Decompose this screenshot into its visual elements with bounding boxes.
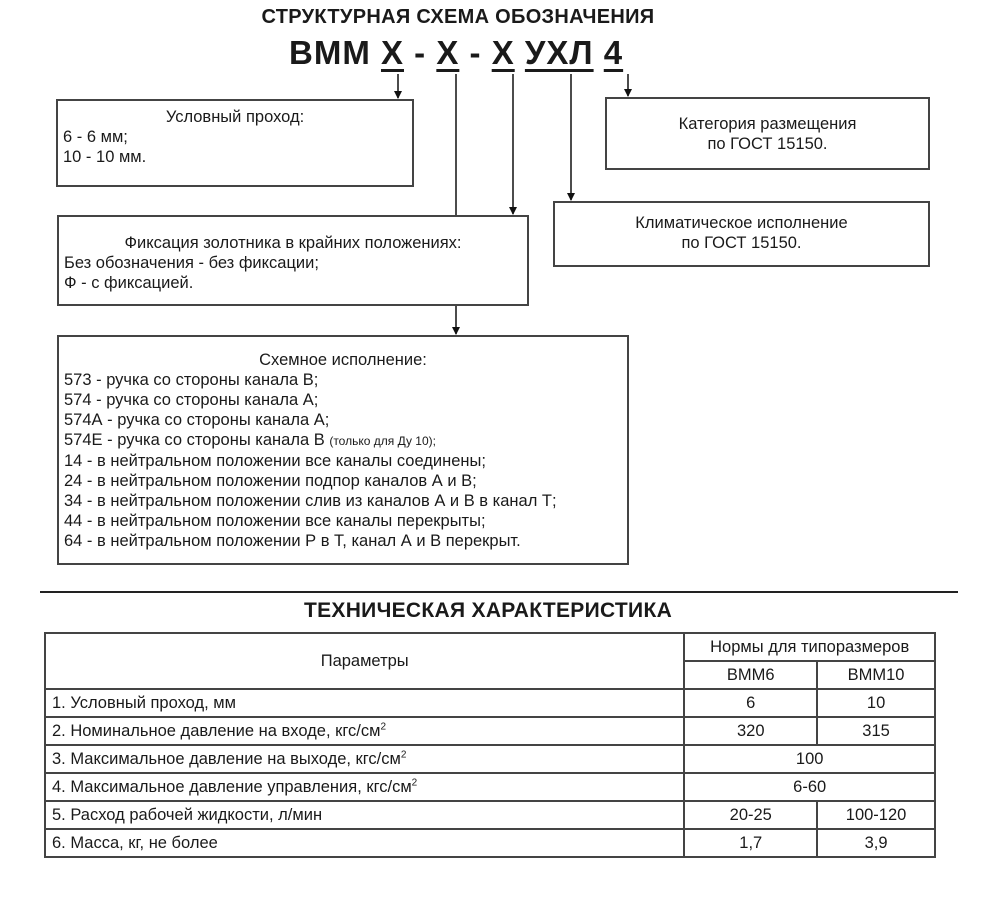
- row-value: 100: [684, 745, 935, 773]
- row-label: 1. Условный проход, мм: [45, 689, 684, 717]
- fixation-option: Без обозначения - без фиксации;: [64, 254, 319, 272]
- scheme-option: 64 - в нейтральном положении Р в Т, канал А и В перекрыт.: [64, 532, 521, 550]
- table-row: [45, 689, 935, 717]
- table-row: [45, 717, 935, 745]
- row-label: [45, 773, 684, 801]
- category-box: [605, 97, 930, 170]
- row-value: 1,7: [684, 829, 817, 857]
- climate-line: Климатическое исполнение: [635, 214, 848, 232]
- row-label-text: 4. Максимальное давление управления, кгс/см: [52, 777, 412, 796]
- scheme-option: 24 - в нейтральном положении подпор каналов А и В;: [64, 472, 477, 490]
- row-value: 6-60: [684, 773, 935, 801]
- row-label: 5. Расход рабочей жидкости, л/мин: [45, 801, 684, 829]
- climate-line: по ГОСТ 15150.: [681, 234, 802, 252]
- scheme-option: 574А - ручка со стороны канала А;: [64, 411, 330, 429]
- row-label-sup: 2: [400, 749, 407, 760]
- scheme-option: [64, 430, 622, 451]
- code-category: 4: [603, 34, 624, 71]
- code-fixation: Х: [436, 34, 460, 71]
- row-value: 6: [684, 689, 817, 717]
- row-value: 315: [817, 717, 935, 745]
- category-line: по ГОСТ 15150.: [707, 135, 828, 153]
- scheme-option: 44 - в нейтральном положении все каналы перекрыты;: [64, 512, 486, 530]
- code-scheme: Х: [491, 34, 515, 71]
- code-prefix: ВММ: [289, 34, 371, 71]
- header-col-vmm6: ВММ6: [684, 661, 817, 689]
- row-label-sup: 2: [380, 721, 386, 732]
- scheme-option: 573 - ручка со стороны канала В;: [64, 371, 319, 389]
- code-climate: УХЛ: [524, 34, 594, 71]
- scheme-heading: Схемное исполнение:: [259, 351, 427, 369]
- scheme-option-text: 574Е - ручка со стороны канала В: [64, 431, 325, 449]
- bore-box: [56, 99, 414, 187]
- fixation-box: [57, 215, 529, 306]
- scheme-box: [57, 335, 629, 565]
- row-value: 20-25: [684, 801, 817, 829]
- table-row: [45, 829, 935, 857]
- row-value: 10: [817, 689, 935, 717]
- specs-table: [44, 632, 936, 858]
- header-norms: Нормы для типоразмеров: [684, 633, 935, 661]
- scheme-option-note: (только для Ду 10);: [329, 434, 436, 448]
- row-value: 100-120: [817, 801, 935, 829]
- table-row: [45, 801, 935, 829]
- fixation-option: Ф - с фиксацией.: [64, 274, 194, 292]
- category-line: Категория размещения: [678, 115, 857, 133]
- bore-heading: Условный проход:: [165, 108, 305, 126]
- fixation-heading: Фиксация золотника в крайних положениях:: [124, 234, 462, 252]
- row-label: [45, 717, 684, 745]
- scheme-option: 574 - ручка со стороны канала А;: [64, 391, 319, 409]
- row-value: 320: [684, 717, 817, 745]
- row-label-sup: 2: [411, 777, 418, 788]
- scheme-title: СТРУКТУРНАЯ СХЕМА ОБОЗНАЧЕНИЯ: [261, 6, 655, 28]
- bore-option: 6 - 6 мм;: [63, 128, 128, 146]
- row-label: [45, 745, 684, 773]
- specs-title: ТЕХНИЧЕСКАЯ ХАРАКТЕРИСТИКА: [303, 599, 673, 622]
- scheme-option: 14 - в нейтральном положении все каналы соединены;: [64, 452, 486, 470]
- table-row: [45, 773, 935, 801]
- climate-box: [553, 201, 930, 267]
- bore-option: 10 - 10 мм.: [63, 148, 147, 166]
- section-divider: [40, 591, 958, 593]
- header-params: Параметры: [45, 633, 684, 689]
- row-label-text: 3. Максимальное давление на выходе, кгс/см: [52, 749, 401, 768]
- code-dash: -: [414, 34, 427, 71]
- row-label: 6. Масса, кг, не более: [45, 829, 684, 857]
- table-row: [45, 745, 935, 773]
- table-header-row: [45, 633, 935, 661]
- row-label-text: 2. Номинальное давление на входе, кгс/см: [52, 721, 381, 740]
- code-dash: -: [469, 34, 482, 71]
- header-col-vmm10: ВММ10: [817, 661, 935, 689]
- code-bore: Х: [380, 34, 404, 71]
- row-value: 3,9: [817, 829, 935, 857]
- scheme-option: 34 - в нейтральном положении слив из каналов А и В в канал Т;: [64, 492, 557, 510]
